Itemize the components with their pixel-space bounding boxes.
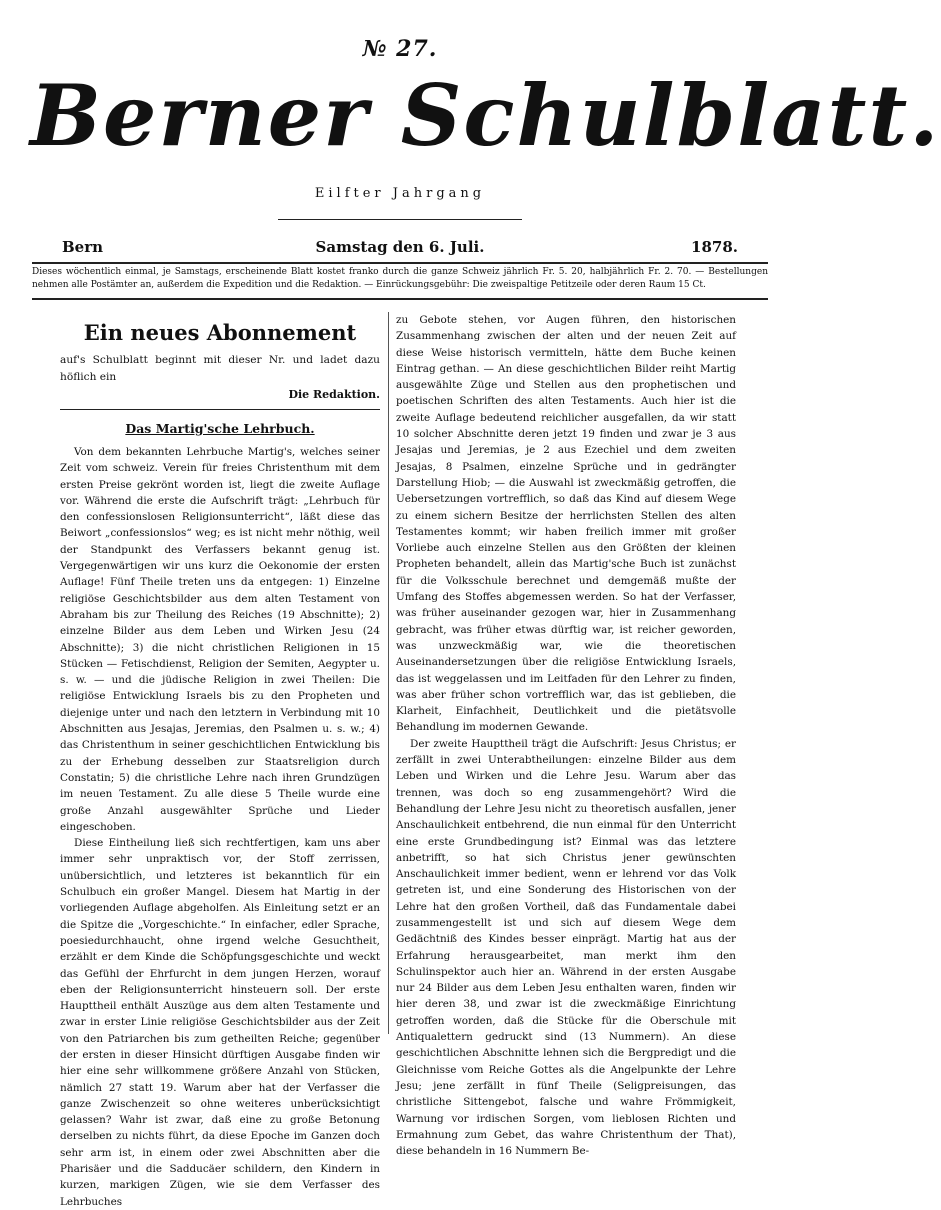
article-paragraph: Von dem bekannten Lehrbuche Martig's, welches seiner Zeit vom schweiz. Verein für freies Christenthum mit dem ersten Preise gekrönt worden ist, liegt die zweite Auflage vor. Während die erste die Aufschrift trägt: „Lehrbuch für den confessionslosen Religionsunterricht“, läßt diese das Beiwort „confessionslos“ weg; es ist nicht mehr nöthig, weil der Standpunkt des Verfassers bekannt genug ist. Vergegenwärtigen wir uns kurz die Oekonomie der ersten Auflage! Fünf Theile treten uns da entgegen: 1) Einzelne religiöse Geschichtsbilder aus dem alten Testament von Abraham bis zur Theilung des Reiches (19 Abschnitte); 2) einzelne Bilder aus dem Leben und Wirken Jesu (24 Abschnitte); 3) die nicht christlichen Religionen in 15 Stücken — Fetischdienst, Religion der Semiten, Aegypter u. s. w. — und die jüdische Religion in zwei Theilen: Die religiöse Entwicklung Israels bis zu den Propheten und diejenige unter und nach den letztern in Verbindung mit 10 Abschnitten aus Jesajas, Jeremias, den Psalmen u. s. w.; 4) das Christenthum in seiner geschichtlichen Entwicklung bis zu der Erhebung desselben zur Staatsreligion durch Constatin; 5) die christliche Lehre nach ihren Grundzügen im neuen Testament. Zu alle diese 5 Theile wurde eine große Anzahl ausgewählter Sprüche und Lieder eingeschoben. <box>60 446 380 833</box>
article-paragraph: zu Gebote stehen, vor Augen führen, den historischen Zusammenhang zwischen der alten und der neuen Zeit auf diese Weise historisch vermitteln, hätte dem Buche keinen Eintrag gethan. — An diese geschichtlichen Bilder reiht Martig ausgewählte Züge und Stellen aus den prophetischen und poetischen Schriften des alten Testaments. Auch hier ist die zweite Auflage bedeutend reichlicher ausgefallen, da wir statt 10 solcher Abschnitte deren jetzt 19 finden und zwar je 3 aus Jesajas und Jeremias, je 2 aus Ezechiel und dem zweiten Jesajas, 8 Psalmen, einzelne Sprüche und in gedrängter Darstellung Hiob; — die Auswahl ist zweckmäßig getroffen, die Uebersetzungen vortrefflich, so daß das Kind auf diesem Wege zu einem sichern Besitze der herrlichsten Stellen des alten Testamentes kommt; wir haben freilich immer mit großer Vorliebe auch einzelne Stellen aus den Größten der kleinen Propheten behandelt, allein das Martig'sche Buch ist zunächst für die Volksschule berechnet und demgemäß mußte der Umfang des Stoffes abgemessen werden. So hat der Verfasser, was früher auseinander gezogen war, hier in Zusammenhang gebracht, was früher etwas dürftig war, ist reicher geworden, was unzweckmäßig war, wie die theoretischen Auseinandersetzungen über die religiöse Entwicklung Israels, das ist weggelassen und im Leitfaden für den Lehrer zu finden, was aber früher schon vortrefflich war, das ist geblieben, die Klarheit, Einfachheit, Deutlichkeit und die pietätsvolle Behandlung im modernen Gewande. <box>396 314 736 734</box>
dateline <box>62 238 738 260</box>
subscription-notice: Dieses wöchentlich einmal, je Samstags, erscheinende Blatt kostet franko durch die ganze Schweiz jährlich Fr. 5. 20, halbjährlich Fr. 2. 70. — Bestellungen nehmen alle Postämter an, außerdem die Expedition und die Redaktion. — Einrückungsgebühr: Die zweispaltige Petitzeile oder deren Raum 15 Ct. <box>32 267 768 290</box>
article-title: Das Martig'sche Lehrbuch. <box>125 421 315 436</box>
right-column <box>396 312 736 1159</box>
masthead-title: Berner Schulblatt. <box>30 66 941 165</box>
volume-subtitle: Eilfter Jahrgang <box>314 186 486 201</box>
dateline-date: Samstag den 6. Juli. <box>315 238 485 256</box>
abonnement-text: auf's Schulblatt beginnt mit dieser Nr. und ladet dazu höflich ein <box>60 354 380 383</box>
abonnement-rule <box>60 409 380 410</box>
dateline-year: 1878. <box>691 238 738 256</box>
header-rule <box>32 262 768 264</box>
issue-number: № 27. <box>362 36 438 62</box>
notice-rule <box>32 298 768 300</box>
abonnement-title: Ein neues Abonnement <box>83 320 357 345</box>
column-divider <box>388 312 389 1034</box>
left-column <box>60 312 380 1210</box>
article-paragraph: Diese Eintheilung ließ sich rechtfertigen, kam uns aber immer sehr unpraktisch vor, der Stoff zerrissen, unübersichtlich, und letzteres ist bekanntlich für ein Schulbuch ein großer Mangel. Diesem hat Martig in der vorliegenden Auflage abgeholfen. Als Einleitung setzt er an die Spitze die „Vorgeschichte.“ In einfacher, edler Sprache, poesiedurchhaucht, ohne irgend welche Gesuchtheit, erzählt er dem Kinde die Schöpfungsgeschichte und weckt das Gefühl der Ehrfurcht in dem jungen Herzen, worauf eben der Religionsunterricht hinsteuern soll. Der erste Haupttheil enthält Auszüge aus dem alten Testamente und zwar in erster Linie religiöse Geschichtsbilder aus der Zeit von den Patriarchen bis zum getheilten Reiche; gegenüber der ersten in dieser Hinsicht dürftigen Ausgabe finden wir hier eine sehr willkommene größere Anzahl von Stücken, nämlich 27 statt 19. Warum aber hat der Verfasser die ganze Zwischenzeit so ohne weiteres unberücksichtigt gelassen? Wahr ist zwar, daß eine zu große Betonung derselben zu nichts führt, da diese Epoche im Ganzen doch sehr arm ist, in einem oder zwei Abschnitten aber die Pharisäer und die Sadducäer schildern, den Kindern in kurzen, markigen Zügen, wie sie dem Verfasser des Lehrbuches <box>60 837 380 1208</box>
abonnement-signature: Die Redaktion. <box>288 388 380 401</box>
dateline-place: Bern <box>62 238 104 256</box>
article-paragraph: Der zweite Haupttheil trägt die Aufschrift: Jesus Christus; er zerfällt in zwei Unterabtheilungen: einzelne Bilder aus dem Leben und Wirken und die Lehre Jesu. Warum aber das trennen, was doch so eng zusammengehört? Wird die Behandlung der Lehre Jesu nicht zu theoretisch ausfallen, jener Anschaulichkeit entbehrend, die nun einmal für den Unterricht eine erste Grundbedingung ist? Einmal was das letztere anbetrifft, so hat sich Christus jener gewünschten Anschaulichkeit immer bedient, wenn er lehrend vor das Volk getreten ist, und eine Sonderung des Historischen von der Lehre hat den großen Vortheil, daß das Fundamentale dabei zusammengestellt ist und sich auf diesem Wege dem Gedächtniß des Kindes besser einprägt. Martig hat aus der Erfahrung herausgearbeitet, man merkt ihm den Schulinspektor auch hier an. Während in der ersten Ausgabe nur 24 Bilder aus dem Leben Jesu enthalten waren, finden wir hier deren 38, und zwar ist die zweckmäßige Einrichtung getroffen worden, daß die Stücke für die Oberschule mit Antiqualettern gedruckt sind (13 Nummern). An diese geschichtlichen Abschnitte lehnen sich die Bergpredigt und die Gleichnisse vom Reiche Gottes als die Angelpunkte der Lehre Jesu; jene zerfällt in fünf Theile (Seligpreisungen, das christliche Sittengebot, falsche und wahre Frömmigkeit, Warnung vor irdischen Sorgen, vom lieblosen Richten und Ermahnung zum Gebet, das wahre Christenthum der That), diese behandeln in 16 Nummern Be- <box>396 737 736 1158</box>
subtitle-rule <box>278 219 522 220</box>
